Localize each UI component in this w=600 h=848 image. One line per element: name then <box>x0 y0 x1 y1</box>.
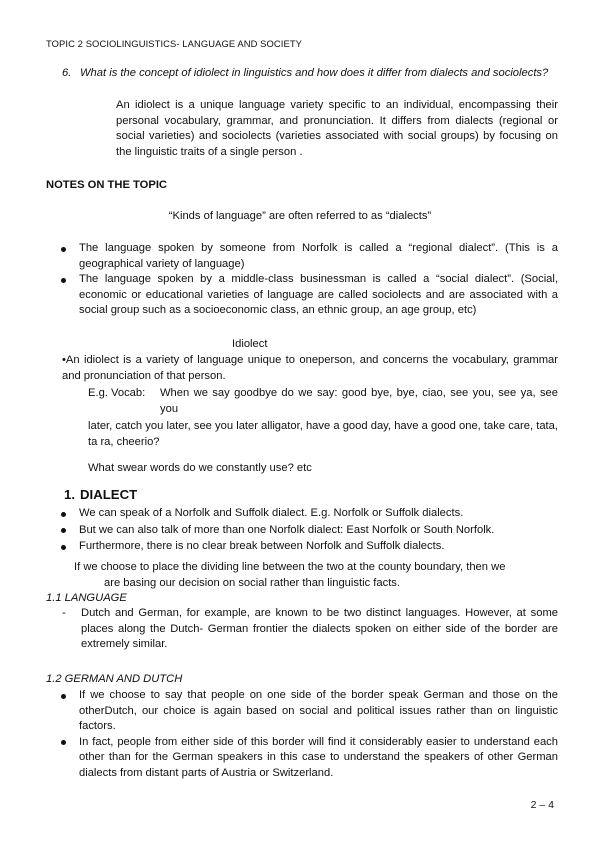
swear-question: What swear words do we constantly use? etc <box>88 462 312 475</box>
dialect-heading-text: DIALECT <box>80 487 138 502</box>
question-answer: An idiolect is a unique language variety specific to an individual, encompassing their personal vocabulary, grammar, and pronunciation. It differs from dialects (regional or social varieties) and sociolects (varieties associated with social groups) by focusing on the linguistic traits of a single person . <box>116 99 558 158</box>
dialect-number: 1. <box>64 487 75 502</box>
question-number: 6. <box>62 67 72 79</box>
notes-bullet-list <box>60 241 558 319</box>
example-label: E.g. Vocab: <box>88 387 146 399</box>
list-item: If we choose to say that people on one side of the border speak German and those on the otherDutch, our choice is again based on social and political issues rather than on linguistic factors. <box>60 688 558 735</box>
boundary-line-2: are basing our decision on social rather than linguistic facts. <box>104 577 401 589</box>
list-item: In fact, people from either side of this border will find it considerably easier to understand each other than for the German speakers in this case to understand the speakers of other German dialects from distant parts of Austria or Switzerland. <box>60 735 558 782</box>
german-dutch-bullet-list <box>60 688 558 782</box>
list-item: - Dutch and German, for example, are known to be two distinct languages. However, at some places along the Dutch- German frontier the dialects spoken on either side of the border are extremely similar. <box>58 606 558 653</box>
question-text: What is the concept of idiolect in linguistics and how does it differ from dialects and sociolects? <box>80 67 549 79</box>
list-item: The language spoken by someone from Norfolk is called a “regional dialect”. (This is a geographical variety of language) <box>60 241 558 272</box>
list-item: Furthermore, there is no clear break between Norfolk and Suffolk dialects. <box>60 539 558 555</box>
page-header: TOPIC 2 SOCIOLINGUISTICS- LANGUAGE AND SOCIETY <box>46 38 303 49</box>
example-line-2: later, catch you later, see you later alligator, have a good day, have a good one, take care, tata, ta ra, cheerio? <box>88 420 558 448</box>
idiolect-definition <box>62 353 558 384</box>
dialect-heading <box>64 487 137 503</box>
example-row <box>88 386 558 417</box>
example-line-1: When we say goodbye do we say: good bye, bye, ciao, see you, see ya, see you <box>160 387 558 415</box>
language-list <box>58 606 558 653</box>
boundary-line-1: If we choose to place the dividing line between the two at the county boundary, then we <box>74 561 506 573</box>
idiolect-example <box>88 386 558 477</box>
list-item: We can speak of a Norfolk and Suffolk dialect. E.g. Norfolk or Suffolk dialects. <box>60 506 558 522</box>
idiolect-definition-text: •An idiolect is a variety of language unique to oneperson, and concerns the vocabulary, grammar and pronunciation of that person. <box>62 354 558 382</box>
idiolect-title: Idiolect <box>232 338 268 350</box>
page-number: 2 – 4 <box>530 799 554 811</box>
dialect-bullet-list <box>60 506 558 555</box>
list-item: The language spoken by a middle-class businessman is called a “social dialect”. (Social, economic or educational varieties of language are called sociolects and are associated with a social group such as a socioeconomic class, an ethnic group, an age group, etc) <box>60 272 558 319</box>
language-heading: 1.1 LANGUAGE <box>46 592 127 604</box>
kinds-of-language-line: “Kinds of language” are often referred to as “dialects” <box>168 210 432 222</box>
list-item: But we can also talk of more than one Norfolk dialect: East Norfolk or South Norfolk. <box>60 523 558 539</box>
german-dutch-heading: 1.2 GERMAN AND DUTCH <box>46 673 183 685</box>
notes-heading: NOTES ON THE TOPIC <box>46 179 168 191</box>
